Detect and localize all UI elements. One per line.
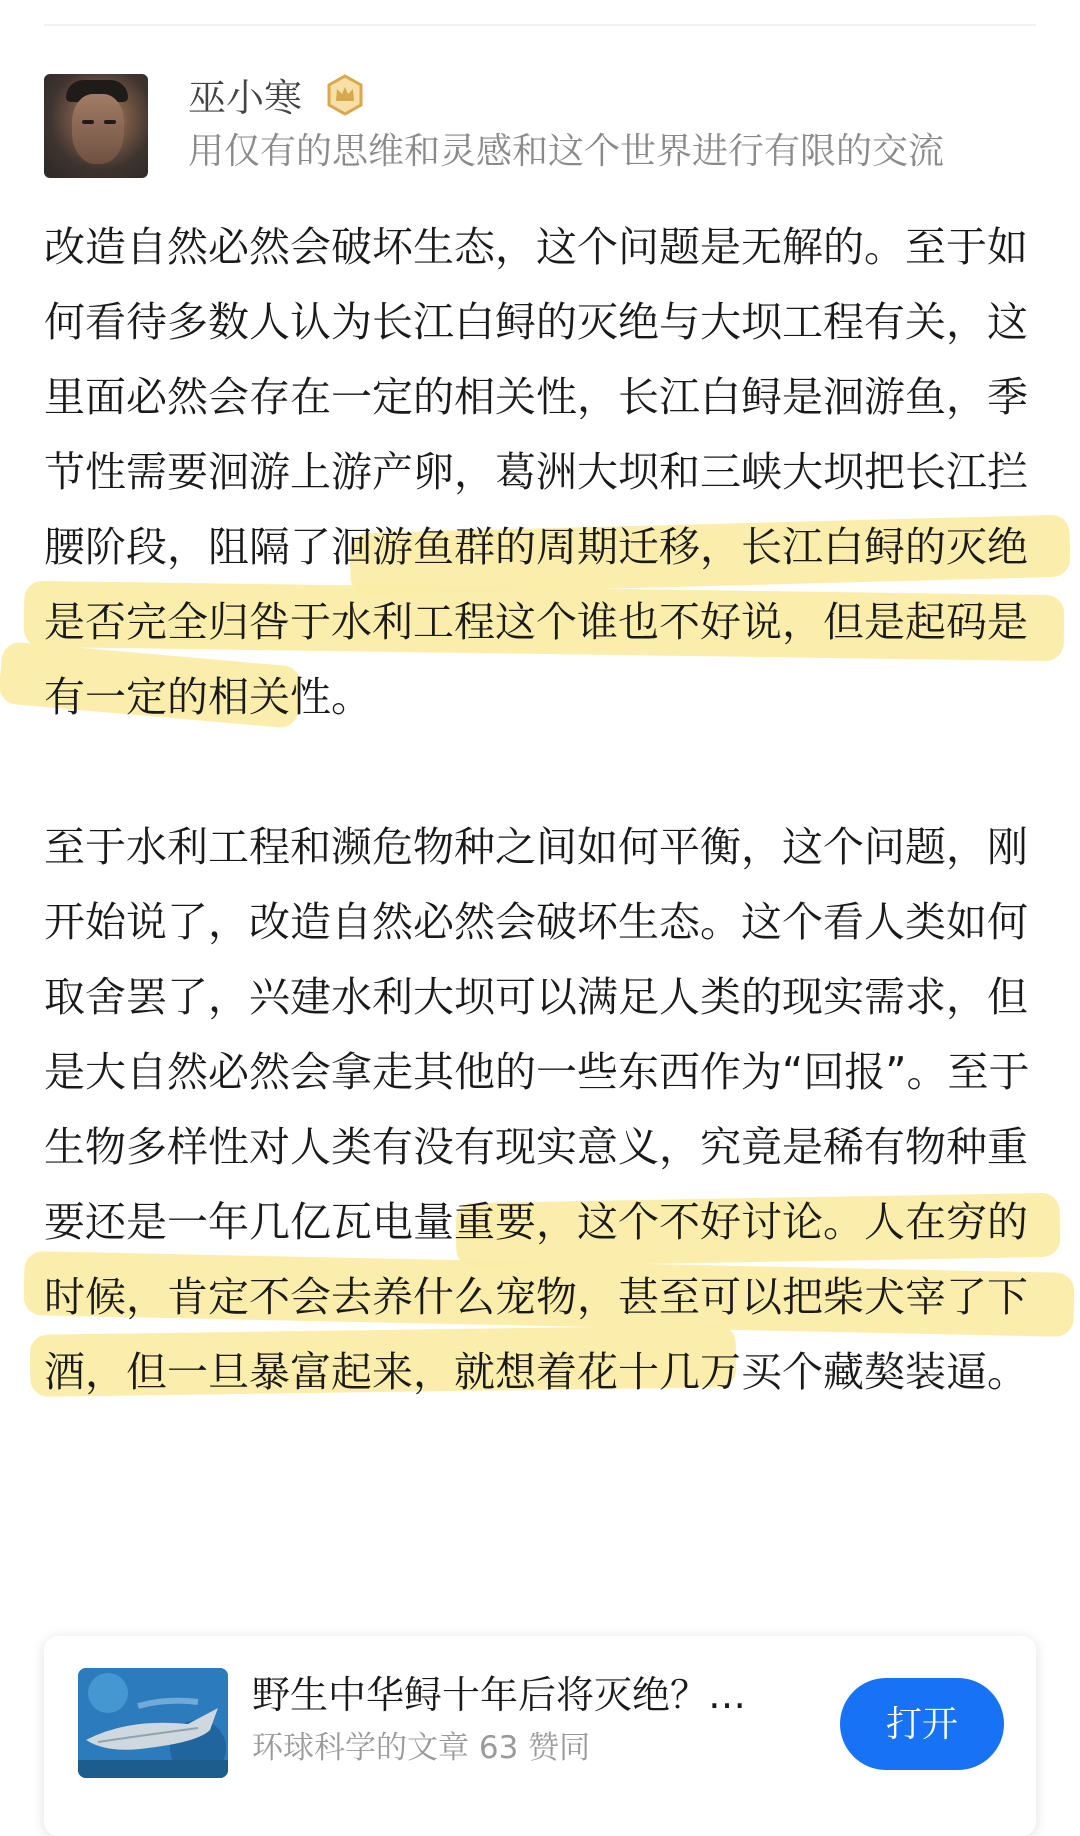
article-thumbnail[interactable] [78,1668,228,1778]
crown-badge-icon [324,74,366,116]
author-bio: 用仅有的思维和灵感和这个世界进行有限的交流 [188,131,945,172]
paragraph-text: 至于水利工程和濒危物种之间如何平衡，这个问题，刚开始说了，改造自然必然会破坏生态。这个看人类如何取舍罢了，兴建水利大坝可以满足人类的现实需求，但是大自然必然会拿走其他的一些东西作为“回报”。 [44,823,1028,1096]
card-meta: 环球科学的文章 63 赞同 [252,1730,591,1766]
paragraph [44,810,1040,1410]
highlighted-text: 长江白鲟的灭绝是否完全归咎于水利工程这个谁也不好说，但是起码是有一定的相关性。 [44,523,1028,721]
linked-article-card[interactable] [44,1636,1036,1836]
avatar[interactable] [44,74,148,178]
highlighted-text: 至于生物多样性对人类有没有现实意义，究竟是稀有物种重要还是一年几亿瓦电量重要，这个不好讨论。 [44,1048,1030,1246]
paragraph [44,210,1040,735]
author-name[interactable]: 巫小寒 [188,76,303,120]
open-button[interactable]: 打开 [840,1678,1004,1770]
article-body [44,210,1040,1410]
paragraph-text: 人在穷的时候，肯定不会去养什么宠物，甚至可以把柴犬宰了下酒，但一旦暴富起来，就想着花十几万买个藏獒装逼。 [44,1198,1028,1396]
top-divider [44,24,1036,26]
sturgeon-image-icon [78,1668,228,1778]
card-title[interactable]: 野生中华鲟十年后将灭绝？… [252,1673,747,1717]
author-header[interactable] [44,74,1044,178]
paragraph-text: 改造自然必然会破坏生态，这个问题是无解的。至于如何看待多数人认为长江白鲟的灭绝与大坝工程有关，这里面必然会存在一定的相关性，长江白鲟是洄游鱼，季节性需要洄游上游产卵，葛洲大坝和三峡大坝把长江拦腰阶段，阻隔了洄游鱼群的周期迁移， [44,223,1028,571]
